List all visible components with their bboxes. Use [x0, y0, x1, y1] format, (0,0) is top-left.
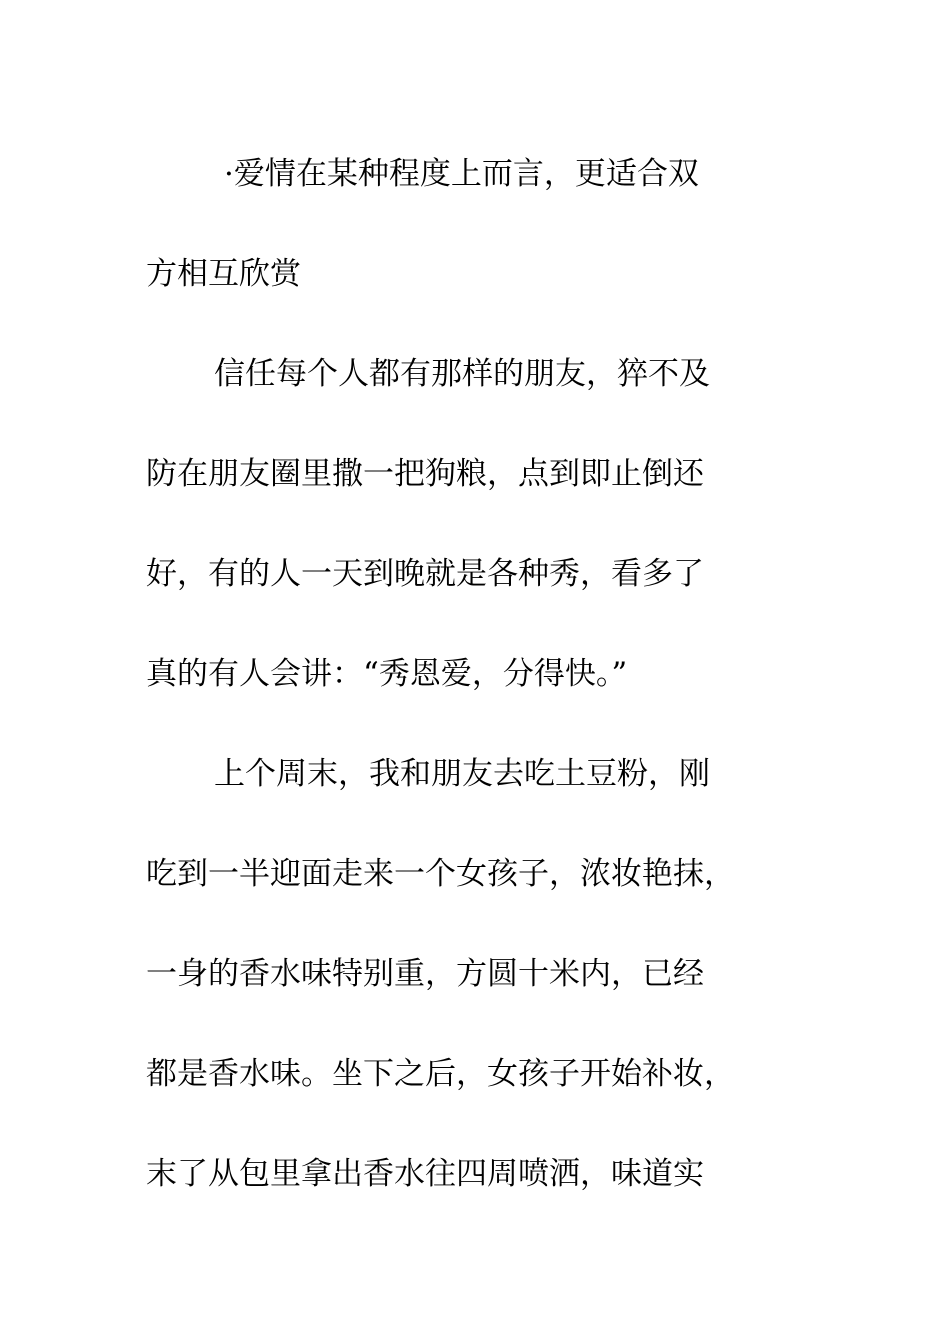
paragraph-love-appreciation — [146, 124, 786, 324]
paragraph-line: 好，有的人一天到晚就是各种秀，看多了 — [146, 556, 704, 592]
paragraph-line: 末了从包里拿出香水往四周喷洒，味道实 — [146, 1156, 704, 1192]
paragraph-line: ·爱情在某种程度上而言，更适合双 — [224, 156, 699, 192]
paragraph-line: 一身的香水味特别重，方圆十米内，已经 — [146, 956, 704, 992]
paragraph-line: 方相互欣赏 — [146, 256, 301, 292]
paragraph-line: 都是香水味。坐下之后，女孩子开始补妆， — [146, 1056, 735, 1092]
paragraph-line: 防在朋友圈里撒一把狗粮，点到即止倒还 — [146, 456, 704, 492]
paragraph-line: 上个周末，我和朋友去吃土豆粉，刚 — [214, 756, 710, 792]
paragraph-weekend-story — [146, 724, 786, 1224]
paragraph-line: 真的有人会讲：“秀恩爱，分得快。” — [146, 656, 628, 692]
paragraph-trust-friends — [146, 324, 786, 724]
paragraph-line: 信任每个人都有那样的朋友，猝不及 — [214, 356, 710, 392]
paragraph-line: 吃到一半迎面走来一个女孩子，浓妆艳抹， — [146, 856, 735, 892]
document-body — [146, 124, 786, 1224]
